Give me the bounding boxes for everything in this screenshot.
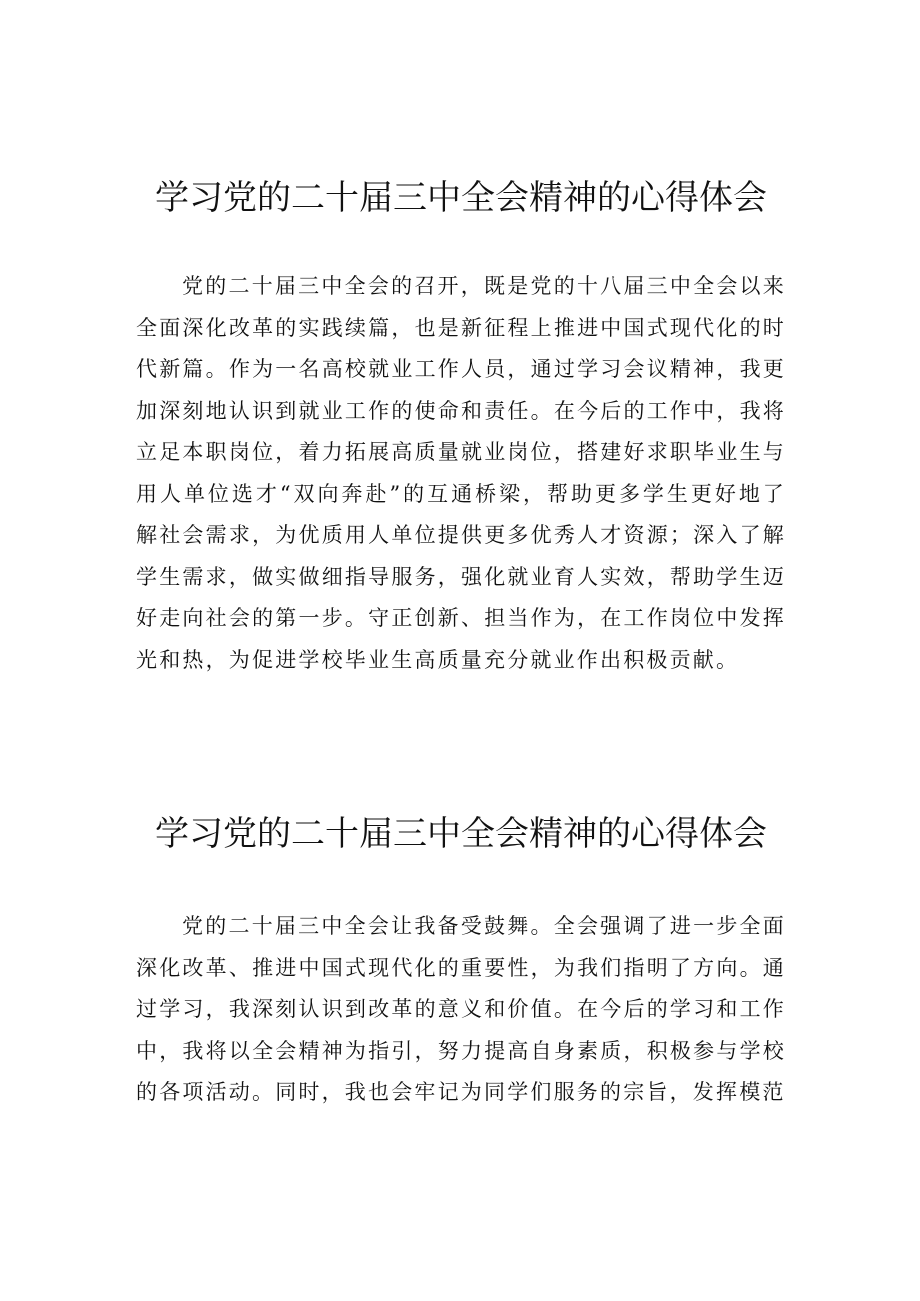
article-paragraph-2: 党的二十届三中全会让我备受鼓舞。全会强调了进一步全面深化改革、推进中国式现代化的重要性，为我们指明了方向。通过学习，我深刻认识到改革的意义和价值。在今后的学习和工作中，我将以全会精神为指引，努力提高自身素质，积极参与学校的各项活动。同时，我也会牢记为同学们服务的宗旨，发挥模范 <box>136 914 786 1104</box>
article-title-1: 学习党的二十届三中全会精神的心得体会 <box>155 178 767 218</box>
article-title-2: 学习党的二十届三中全会精神的心得体会 <box>155 814 767 854</box>
article-paragraph-1: 党的二十届三中全会的召开，既是党的十八届三中全会以来全面深化改革的实践续篇，也是新征程上推进中国式现代化的时代新篇。作为一名高校就业工作人员，通过学习会议精神，我更加深刻地认识到就业工作的使命和责任。在今后的工作中，我将立足本职岗位，着力拓展高质量就业岗位，搭建好求职毕业生与用人单位选才“双向奔赴”的互通桥梁，帮助更多学生更好地了解社会需求，为优质用人单位提供更多优秀人才资源；深入了解学生需求，做实做细指导服务，强化就业育人实效，帮助学生迈好走向社会的第一步。守正创新、担当作为，在工作岗位中发挥光和热，为促进学校毕业生高质量充分就业作出积极贡献。 <box>136 274 786 672</box>
article-section-1 <box>136 176 786 681</box>
article-section-2 <box>136 812 786 1114</box>
